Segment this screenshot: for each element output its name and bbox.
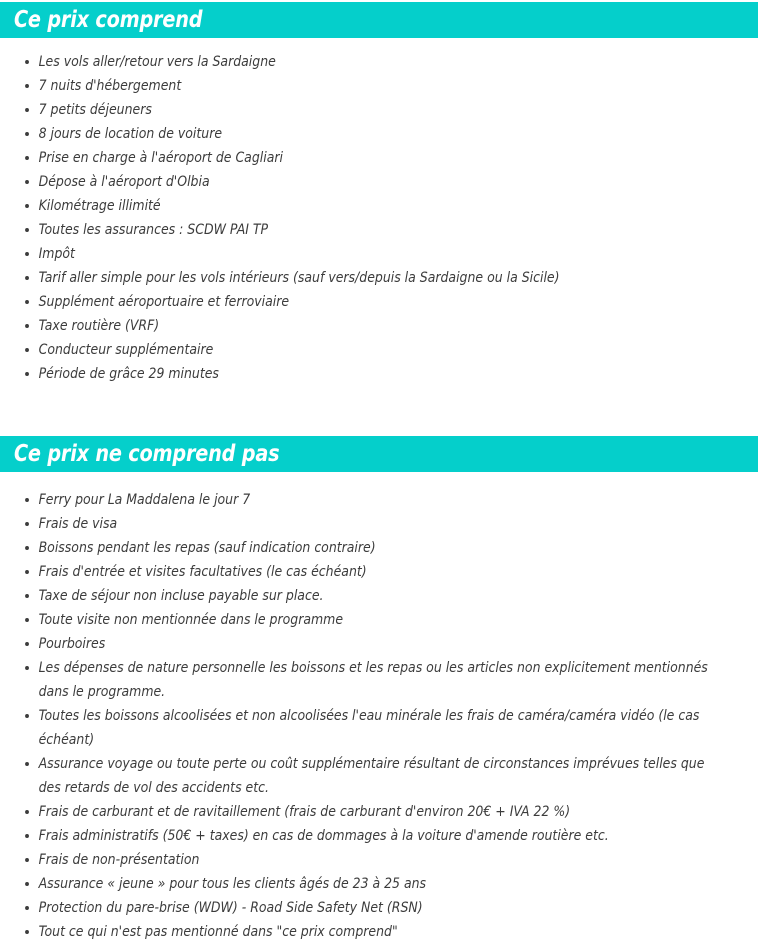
list-item: Conducteur supplémentaire	[0, 338, 731, 362]
list-item: Taxe de séjour non incluse payable sur place.	[0, 584, 731, 608]
not-included-list	[0, 488, 758, 944]
list-item: Toutes les boissons alcoolisées et non alcoolisées l'eau minérale les frais de caméra/caméra vidéo (le cas échéant)	[0, 704, 731, 752]
list-item: Frais administratifs (50€ + taxes) en cas de dommages à la voiture d'amende routière etc.	[0, 824, 731, 848]
list-item: Pourboires	[0, 632, 731, 656]
list-item: Les vols aller/retour vers la Sardaigne	[0, 50, 731, 74]
section-title-not-included: Ce prix ne comprend pas	[14, 440, 280, 467]
list-item: 7 nuits d'hébergement	[0, 74, 731, 98]
list-item: Assurance « jeune » pour tous les clients âgés de 23 à 25 ans	[0, 872, 731, 896]
list-item: Frais de carburant et de ravitaillement (frais de carburant d'environ 20€ + IVA 22 %)	[0, 800, 731, 824]
list-item: Période de grâce 29 minutes	[0, 362, 731, 386]
list-item: Toute visite non mentionnée dans le programme	[0, 608, 731, 632]
list-item: Les dépenses de nature personnelle les boissons et les repas ou les articles non explicitement mentionnés dans le programme.	[0, 656, 731, 704]
list-item: Frais de non-présentation	[0, 848, 731, 872]
section-spacer	[0, 386, 758, 436]
list-item: Frais de visa	[0, 512, 731, 536]
list-item: Toutes les assurances : SCDW PAI TP	[0, 218, 731, 242]
included-list	[0, 50, 758, 386]
section-title-included: Ce prix comprend	[14, 6, 203, 33]
included-list-container	[0, 38, 758, 386]
section-header-included	[0, 2, 758, 38]
list-item: Ferry pour La Maddalena le jour 7	[0, 488, 731, 512]
list-item: Tout ce qui n'est pas mentionné dans "ce prix comprend"	[0, 920, 731, 944]
list-item: Impôt	[0, 242, 731, 266]
list-item: Assurance voyage ou toute perte ou coût supplémentaire résultant de circonstances imprévues telles que des retards de vol des accidents etc.	[0, 752, 731, 800]
list-item: Dépose à l'aéroport d'Olbia	[0, 170, 731, 194]
list-item: Tarif aller simple pour les vols intérieurs (sauf vers/depuis la Sardaigne ou la Sicile)	[0, 266, 731, 290]
list-item: Boissons pendant les repas (sauf indication contraire)	[0, 536, 731, 560]
list-item: Frais d'entrée et visites facultatives (le cas échéant)	[0, 560, 731, 584]
list-item: Kilométrage illimité	[0, 194, 731, 218]
list-item: Prise en charge à l'aéroport de Cagliari	[0, 146, 731, 170]
list-item: 8 jours de location de voiture	[0, 122, 731, 146]
list-item: 7 petits déjeuners	[0, 98, 731, 122]
list-item: Taxe routière (VRF)	[0, 314, 731, 338]
list-item: Supplément aéroportuaire et ferroviaire	[0, 290, 731, 314]
section-header-not-included	[0, 436, 758, 472]
not-included-list-container	[0, 472, 758, 944]
list-item: Protection du pare-brise (WDW) - Road Side Safety Net (RSN)	[0, 896, 731, 920]
